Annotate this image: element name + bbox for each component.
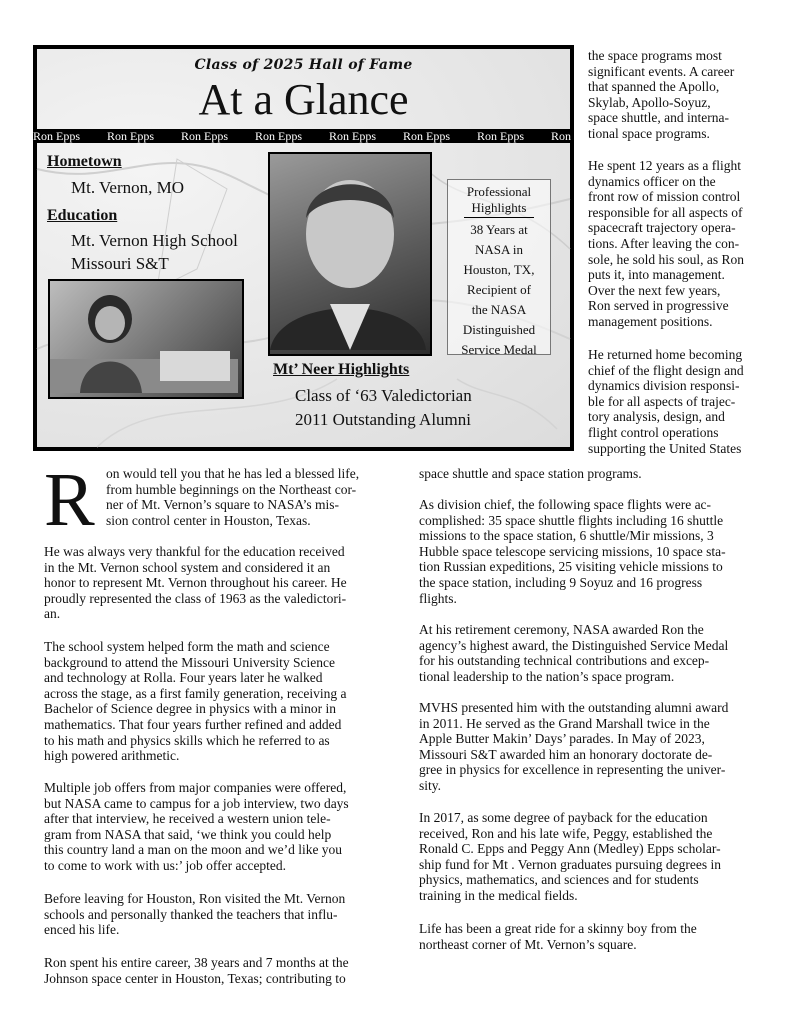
text-line: ble for all aspects of trajec- [588, 393, 736, 409]
text-line: for his outstanding technical contributions and excep- [419, 653, 710, 669]
pro-line: the NASA [471, 302, 527, 317]
text-line: physics, mathematics, and sciences and for students [419, 872, 699, 888]
pro-line: Houston, TX, [463, 262, 535, 277]
text-line: supporting the United States [588, 440, 742, 456]
strip-name: Ron Epps [33, 129, 81, 143]
text-line: Ron spent his entire career, 38 years and 7 months at the [44, 955, 349, 970]
strip-name: Ron Epps [107, 129, 155, 143]
text-line: Johnson space center in Houston, Texas; contributing to [44, 970, 346, 986]
text-line: received, Ron and his late wife, Peggy, established the [419, 825, 713, 841]
text-line: high powered arithmetic. [44, 748, 180, 764]
right-paragraph-4 [419, 700, 728, 794]
text-line: ner of Mt. Vernon’s square to NASA’s mis- [106, 497, 339, 513]
text-line: to come to work with us:’ job offer accepted. [44, 857, 287, 873]
right-paragraph-6 [419, 921, 697, 952]
text-line: and technology at Rolla. Four years later he walked [44, 670, 323, 686]
text-line: in 2011. He served as the Grand Marshall twice in the [419, 715, 710, 731]
education-school: Mt. Vernon High School [71, 231, 238, 250]
text-line: that spanned the Apollo, [588, 79, 720, 95]
text-line: Life has been a great ride for a skinny boy from the [419, 921, 697, 936]
text-line: space shuttle and space station programs. [419, 466, 642, 481]
text-line: northeast corner of Mt. Vernon’s square. [419, 936, 637, 952]
text-line: on would tell you that he has led a blessed life, [106, 466, 360, 481]
left-paragraph-3 [44, 639, 347, 764]
text-line: tion Russian expeditions, 25 visiting vehicle missions to [419, 559, 723, 575]
right-paragraph-1 [419, 466, 642, 482]
text-line: Bachelor of Science degree in physics with a minor in [44, 701, 337, 717]
text-line: Ron served in progressive [588, 298, 729, 314]
text-line: from humble beginnings on the Northeast cor- [106, 481, 357, 497]
text-line: tional space programs. [588, 125, 710, 141]
text-line: responsible for all aspects of [588, 204, 743, 220]
strip-name: Ron Epps [181, 129, 229, 143]
text-line: sole, he sold his soul, as Ron [588, 251, 745, 267]
text-line: He returned home becoming [588, 347, 743, 362]
text-line: ship fund for Mt . Vernon graduates pursuing degrees in [419, 856, 721, 872]
text-line: training in the medical fields. [419, 887, 578, 903]
text-line: front row of mission control [588, 189, 741, 205]
text-line: missions to the space station, 6 shuttle/Mir missions, 3 [419, 528, 714, 544]
mt-item-alumni: 2011 Outstanding Alumni [295, 410, 471, 429]
pro-title-rule [464, 217, 534, 218]
text-line: dynamics division responsi- [588, 378, 740, 394]
text-line: background to attend the Missouri University Science [44, 654, 335, 670]
text-line: gram from NASA that said, ‘we think you could help [44, 826, 332, 842]
text-line: As division chief, the following space flights were ac- [419, 497, 712, 512]
text-line: space shuttle, and interna- [588, 110, 729, 126]
text-line: Before leaving for Houston, Ron visited the Mt. Vernon [44, 891, 346, 906]
text-line: an. [44, 606, 61, 622]
text-line: sity. [419, 777, 442, 793]
drop-cap: R [44, 458, 95, 542]
mt-item-valedictorian: Class of ‘63 Valedictorian [295, 386, 472, 405]
text-line: significant events. A career [588, 63, 735, 79]
text-line: Ronald C. Epps and Peggy Ann (Medley) Epps scholar- [419, 841, 721, 857]
education-label: Education [47, 207, 118, 224]
pro-title-line-1: Professional [466, 184, 532, 199]
text-line: this country land a man on the moon and we’d like you [44, 842, 343, 858]
text-line: tional leadership to the nation’s space program. [419, 668, 675, 684]
right-top-paragraph-2 [588, 158, 744, 330]
text-line: enced his life. [44, 922, 120, 938]
left-paragraph-5 [44, 891, 345, 938]
text-line: Over the next few years, [588, 282, 721, 298]
text-line: Skylab, Apollo-Soyuz, [588, 94, 711, 110]
strip-name: Ron Epps [255, 129, 303, 143]
text-line: tions. After leaving the con- [588, 235, 740, 251]
pro-line: 38 Years at [470, 222, 528, 237]
text-line: He was always very thankful for the education received [44, 544, 345, 559]
strip-name: Ron Epps [329, 129, 377, 143]
strip-name: Ron Epps [477, 129, 525, 143]
text-line: the space station, including 9 Soyuz and 16 progress [419, 574, 703, 590]
feature-headline: At a Glance [198, 75, 409, 124]
text-line: The school system helped form the math and science [44, 639, 330, 654]
text-line: management positions. [588, 313, 713, 329]
pro-title-line-2: Highlights [471, 200, 527, 215]
text-line: to his math and physics skills which he referred to as [44, 732, 330, 748]
text-line: tory analysis, design, and [588, 409, 725, 425]
text-line: sion control center in Houston, Texas. [106, 512, 311, 528]
left-paragraph-2 [44, 544, 347, 622]
pro-line: NASA in [474, 242, 524, 257]
right-paragraph-2 [419, 497, 726, 606]
text-line: MVHS presented him with the outstanding alumni award [419, 700, 729, 715]
young-ron-portrait-graphic [50, 281, 238, 393]
text-line: dynamics officer on the [588, 173, 716, 189]
text-line: complished: 35 space shuttle flights including 16 shuttle [419, 512, 724, 528]
text-line: Multiple job offers from major companies were offered, [44, 780, 347, 795]
text-line: spacecraft trajectory opera- [588, 220, 736, 236]
pro-line: Distinguished [462, 322, 536, 337]
hometown-value: Mt. Vernon, MO [71, 178, 185, 197]
professional-highlights-box [447, 179, 551, 355]
strip-name: Ron Epps [551, 129, 599, 143]
pro-line: Recipient of [467, 282, 531, 297]
right-top-paragraph-1 [588, 48, 734, 142]
left-paragraph-4 [44, 780, 349, 874]
text-line: Hubble space telescope servicing missions, 10 space sta- [419, 543, 726, 559]
text-line: flights. [419, 590, 457, 606]
strip-name: Ron Epps [403, 129, 451, 143]
feature-kicker: Class of 2025 Hall of Fame [194, 57, 413, 73]
text-line: In 2017, as some degree of payback for the education [419, 810, 708, 825]
text-line: gree in physics for excellence in representing the univer- [419, 762, 726, 778]
text-line: mathematics. That four years further refined and added [44, 716, 342, 732]
text-line: agency’s highest award, the Distinguished Service Medal [419, 637, 729, 653]
name-strip [33, 129, 599, 143]
ron-portrait-graphic [270, 154, 426, 350]
text-line: honor to represent Mt. Vernon throughout his career. He [44, 575, 347, 591]
right-top-paragraph-3 [588, 347, 744, 456]
text-line: flight control operations [588, 424, 719, 440]
right-paragraph-5 [419, 810, 721, 904]
young-ron-photo [48, 279, 244, 399]
text-line: Missouri S&T awarded him an honorary doctorate de- [419, 746, 713, 762]
ron-portrait-photo [268, 152, 432, 356]
left-paragraph-1 [106, 466, 359, 528]
hometown-label: Hometown [47, 153, 122, 170]
text-line: after that interview, he received a western union tele- [44, 811, 331, 827]
pro-line: Service Medal [461, 342, 537, 357]
mt-neer-highlights-title: Mt’ Neer Highlights [273, 361, 410, 378]
text-line: He spent 12 years as a flight [588, 158, 741, 173]
text-line: proudly represented the class of 1963 as the valedictori- [44, 590, 347, 606]
text-line: puts it, into management. [588, 267, 725, 283]
education-college: Missouri S&T [71, 254, 169, 273]
at-a-glance-feature [33, 45, 599, 451]
text-line: across the stage, as a first family generation, receiving a [44, 685, 347, 701]
text-line: but NASA came to campus for a job interview, two days [44, 795, 349, 811]
text-line: At his retirement ceremony, NASA awarded Ron the [419, 622, 704, 637]
text-line: chief of the flight design and [588, 362, 744, 378]
text-line: the space programs most [588, 48, 722, 63]
text-line: in the Mt. Vernon school system and considered it an [44, 559, 331, 575]
text-line: Apple Butter Makin’ Days’ parades. In May of 2023, [419, 731, 705, 747]
right-paragraph-3 [419, 622, 728, 684]
text-line: schools and personally thanked the teachers that influ- [44, 906, 338, 922]
left-paragraph-6 [44, 955, 349, 986]
